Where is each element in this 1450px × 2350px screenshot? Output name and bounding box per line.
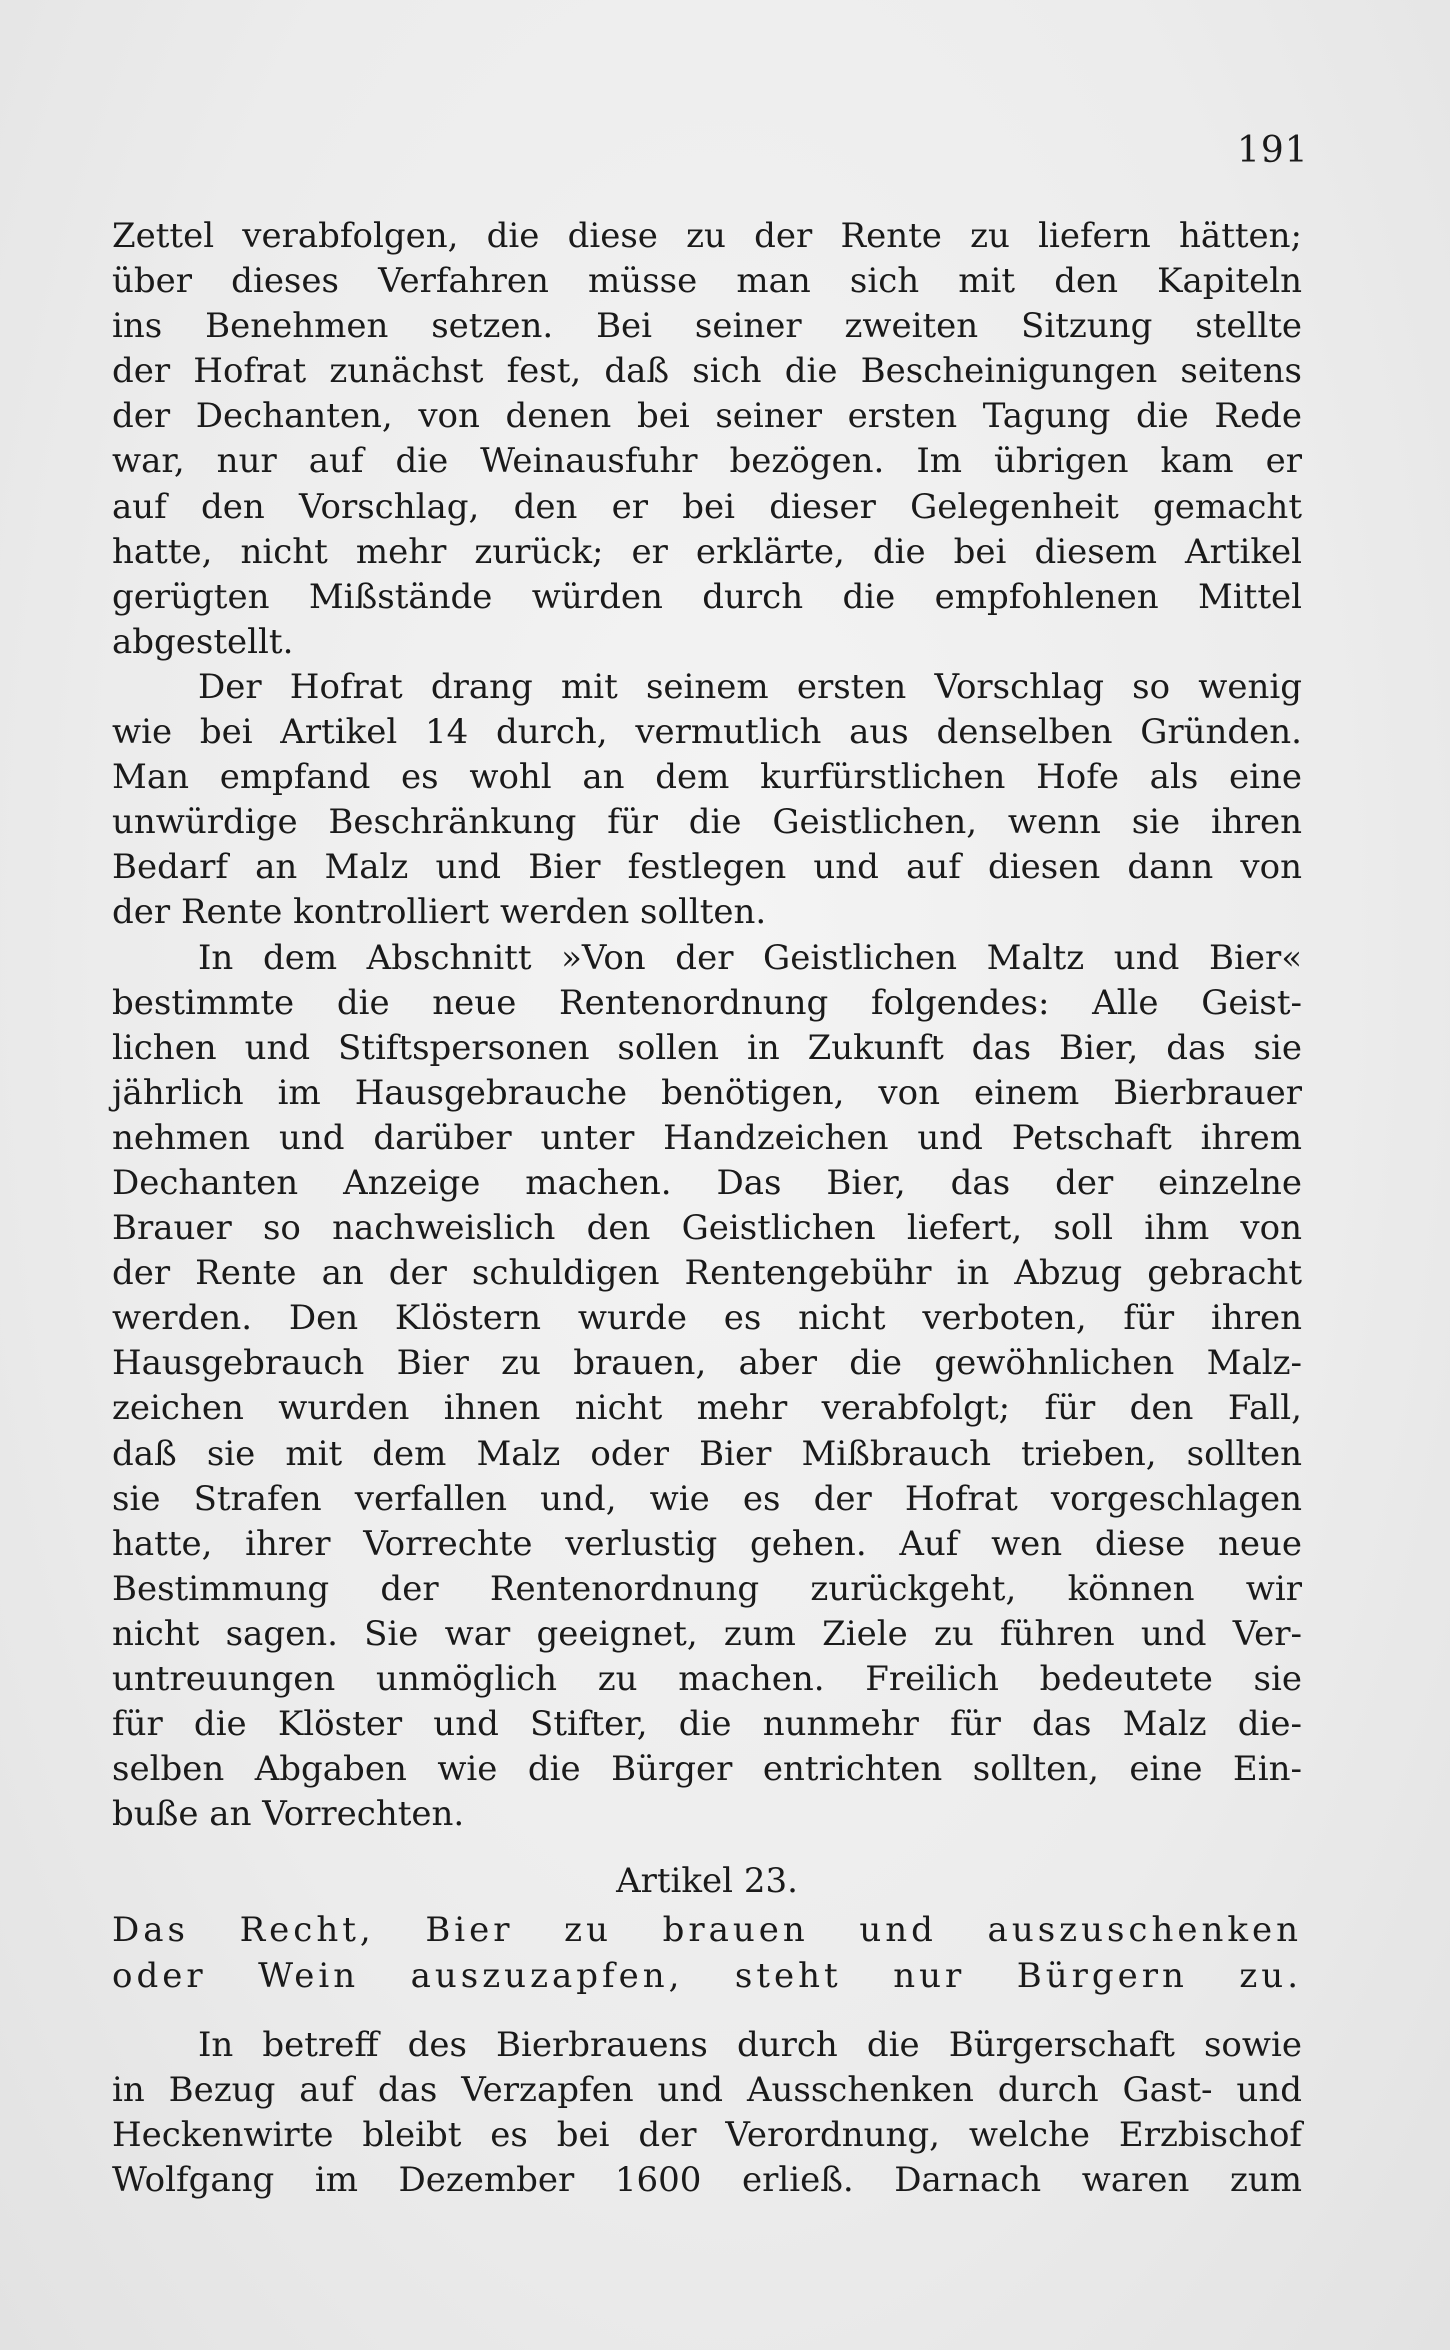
text-line: der Dechanten, von denen bei seiner ersten Tagung die Rede xyxy=(112,396,1302,437)
text-line: werden. Den Klöstern wurde es nicht verboten, für ihren xyxy=(112,1298,1302,1339)
text-line: jährlich im Hausgebrauche benötigen, von einem Bierbrauer xyxy=(112,1072,1302,1113)
spacer xyxy=(112,1999,1302,2023)
paragraph-4 xyxy=(112,2023,1302,2203)
text-line: sie Strafen verfallen und, wie es der Hofrat vorgeschlagen xyxy=(112,1478,1302,1519)
text-line: über dieses Verfahren müsse man sich mit den Kapiteln xyxy=(112,261,1302,302)
text-line: hatte, nicht mehr zurück; er erklärte, die bei diesem Artikel xyxy=(112,531,1302,572)
text-line: Dechanten Anzeige machen. Das Bier, das der einzelne xyxy=(112,1162,1302,1203)
text-line: In betreff des Bierbrauens durch die Bürgerschaft sowie xyxy=(198,2024,1302,2065)
text-line: Brauer so nachweislich den Geistlichen liefert, soll ihm von xyxy=(112,1208,1302,1249)
text-line: der Rente an der schuldigen Rentengebühr in Abzug gebracht xyxy=(112,1253,1302,1294)
text-line: Man empfand es wohl an dem kurfürstlichen Hofe als eine xyxy=(112,757,1302,798)
text-line: ins Benehmen setzen. Bei seiner zweiten Sitzung stellte xyxy=(112,306,1302,347)
text-line: daß sie mit dem Malz oder Bier Mißbrauch trieben, sollten xyxy=(112,1433,1302,1474)
article-heading: Artikel 23. xyxy=(616,1861,798,1902)
text-line: wie bei Artikel 14 durch, vermutlich aus denselben Gründen. xyxy=(112,712,1302,753)
text-line: für die Klöster und Stifter, die nunmehr für das Malz die- xyxy=(112,1704,1302,1745)
text-line: war, nur auf die Weinausfuhr bezögen. Im übrigen kam er xyxy=(112,441,1302,482)
text-line: unwürdige Beschränkung für die Geistlichen, wenn sie ihren xyxy=(112,802,1302,843)
text-line: Wolfgang im Dezember 1600 erließ. Darnach waren zum xyxy=(112,2159,1302,2200)
text-line: gerügten Mißstände würden durch die empfohlenen Mittel xyxy=(112,576,1302,617)
text-line: abgestellt. xyxy=(112,621,294,662)
paragraph-1 xyxy=(112,214,1302,665)
text-line: selben Abgaben wie die Bürger entrichten sollten, eine Ein- xyxy=(112,1749,1302,1790)
text-line: hatte, ihrer Vorrechte verlustig gehen. Auf wen diese neue xyxy=(112,1523,1302,1564)
paragraph-2 xyxy=(112,665,1302,936)
text-line: Hausgebrauch Bier zu brauen, aber die gewöhnlichen Malz- xyxy=(112,1343,1302,1384)
spaced-text-line: Das Recht, Bier zu brauen und auszuschenken xyxy=(112,1910,1302,1951)
text-line: der Hofrat zunächst fest, daß sich die Bescheinigungen seitens xyxy=(112,351,1302,392)
text-line: Heckenwirte bleibt es bei der Verordnung, welche Erzbischof xyxy=(112,2114,1302,2155)
text-line: Bedarf an Malz und Bier festlegen und auf diesen dann von xyxy=(112,847,1302,888)
text-line: Zettel verabfolgen, die diese zu der Rente zu liefern hätten; xyxy=(112,216,1302,256)
text-line: untreuungen unmöglich zu machen. Freilich bedeutete sie xyxy=(112,1659,1302,1699)
text-line: bestimmte die neue Rentenordnung folgendes: Alle Geist- xyxy=(112,982,1302,1023)
body-text xyxy=(112,214,1302,2203)
page-number: 191 xyxy=(1237,130,1309,171)
spaced-text-line: oder Wein auszuzapfen, steht nur Bürgern zu. xyxy=(112,1955,1302,1996)
text-line: In dem Abschnitt »Von der Geistlichen Maltz und Bier« xyxy=(198,937,1302,978)
article-statement xyxy=(112,1908,1302,1998)
paragraph-3 xyxy=(112,936,1302,1838)
text-line: der Rente kontrolliert werden sollten. xyxy=(112,892,767,933)
text-line: auf den Vorschlag, den er bei dieser Gelegenheit gemacht xyxy=(112,486,1302,527)
text-line: zeichen wurden ihnen nicht mehr verabfolgt; für den Fall, xyxy=(112,1388,1302,1429)
text-line: in Bezug auf das Verzapfen und Ausschenken durch Gast- und xyxy=(112,2069,1302,2110)
text-line: lichen und Stiftspersonen sollen in Zukunft das Bier, das sie xyxy=(112,1027,1302,1068)
text-line: Der Hofrat drang mit seinem ersten Vorschlag so wenig xyxy=(198,666,1302,707)
text-line: nicht sagen. Sie war geeignet, zum Ziele zu führen und Ver- xyxy=(112,1613,1302,1654)
text-line: nehmen und darüber unter Handzeichen und Petschaft ihrem xyxy=(112,1117,1302,1158)
text-line: buße an Vorrechten. xyxy=(112,1794,465,1835)
text-line: Bestimmung der Rentenordnung zurückgeht, können wir xyxy=(112,1568,1302,1609)
